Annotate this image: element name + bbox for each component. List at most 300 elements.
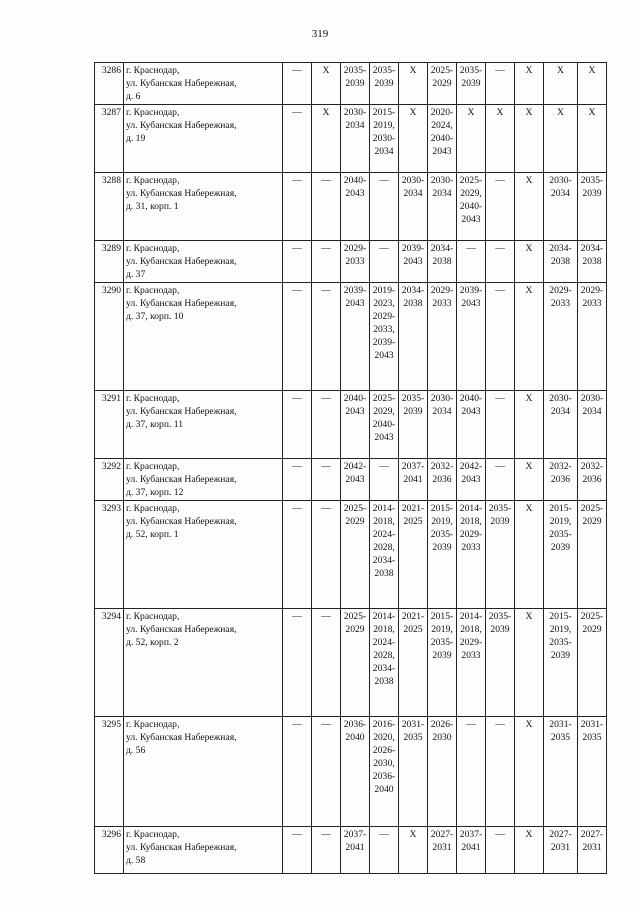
cell-line: 2015- <box>549 611 572 622</box>
cell-line: 2034 <box>403 188 423 199</box>
value-cell <box>578 173 607 241</box>
value-cell <box>370 63 399 105</box>
value-cell <box>312 241 341 283</box>
cell-line: 2029, <box>373 406 395 417</box>
cell-line: 2038 <box>374 676 394 687</box>
row-number: 3289 <box>95 241 124 283</box>
cell-line: 2039 <box>550 650 571 661</box>
cell-line: — <box>379 175 389 186</box>
address-line: д. 37 <box>126 269 146 280</box>
cell-line: 2030- <box>401 175 425 186</box>
address-line: д. 37, корп. 11 <box>126 419 184 430</box>
cell-line: 2031 <box>582 842 602 853</box>
address-line: г. Краснодар, <box>126 65 180 76</box>
cell-line: 2019, <box>431 624 453 635</box>
address-line: д. 37, корп. 10 <box>126 311 184 322</box>
cell-line: 2019, <box>549 516 572 527</box>
value-cell <box>428 501 457 609</box>
value-cell <box>399 827 428 874</box>
value-cell <box>283 717 312 827</box>
value-cell <box>544 609 578 717</box>
value-cell <box>312 609 341 717</box>
value-cell <box>341 717 370 827</box>
cell-line: 2038 <box>582 256 602 267</box>
cell-line: 2040 <box>345 732 365 743</box>
address-line: ул. Кубанская Набережная, <box>126 474 237 485</box>
value-cell <box>341 827 370 874</box>
cell-line: 2015- <box>372 107 396 118</box>
value-cell <box>515 173 544 241</box>
value-cell <box>399 609 428 717</box>
address-cell <box>124 717 283 827</box>
cell-line: 2018, <box>460 516 482 527</box>
value-cell <box>312 717 341 827</box>
cell-line: 2034- <box>372 555 396 566</box>
cell-line: 2029 <box>582 624 602 635</box>
value-cell <box>544 173 578 241</box>
address-cell <box>124 105 283 173</box>
cell-line: — <box>292 461 302 472</box>
value-cell <box>578 283 607 391</box>
cell-line: 2033, <box>373 324 395 335</box>
value-cell <box>515 241 544 283</box>
row-number: 3291 <box>95 391 124 459</box>
cell-line: 2039 <box>374 78 394 89</box>
table-row <box>95 609 607 717</box>
cell-line: 2039- <box>372 337 396 348</box>
value-cell <box>457 173 486 241</box>
value-cell <box>515 609 544 717</box>
cell-line: 2034- <box>549 243 572 254</box>
cell-line: 2036 <box>432 474 452 485</box>
value-cell <box>428 283 457 391</box>
address-cell <box>124 391 283 459</box>
cell-line: 2035 <box>550 732 571 743</box>
value-cell <box>515 391 544 459</box>
cell-line: 2043 <box>345 298 365 309</box>
value-cell <box>370 717 399 827</box>
value-cell <box>283 459 312 501</box>
value-cell <box>370 105 399 173</box>
cell-line: — <box>292 719 302 730</box>
cell-line: 2025- <box>372 393 396 404</box>
cell-line: 2015- <box>549 503 572 514</box>
cell-line: — <box>495 243 505 254</box>
data-table <box>94 62 607 874</box>
value-cell <box>370 173 399 241</box>
value-cell <box>341 63 370 105</box>
address-line: д. 58 <box>126 855 146 866</box>
cell-line: 2014- <box>459 503 483 514</box>
cell-line: 2018, <box>460 624 482 635</box>
value-cell <box>312 63 341 105</box>
value-cell <box>399 63 428 105</box>
cell-line: 2029- <box>580 285 604 296</box>
cell-line: 2034 <box>432 406 452 417</box>
cell-line: 2035- <box>488 503 512 514</box>
cell-line: — <box>292 243 302 254</box>
cell-line: 2029- <box>343 243 367 254</box>
cell-line: 2039 <box>432 650 452 661</box>
cell-line: 2025- <box>459 175 483 186</box>
value-cell <box>312 501 341 609</box>
cell-line: Х <box>525 107 533 118</box>
value-cell <box>428 105 457 173</box>
value-cell <box>399 105 428 173</box>
cell-line: 2026- <box>430 719 454 730</box>
address-line: г. Краснодар, <box>126 107 180 118</box>
cell-line: Х <box>525 461 533 472</box>
table-row <box>95 459 607 501</box>
cell-line: 2029- <box>459 529 483 540</box>
cell-line: 2025- <box>580 503 604 514</box>
address-cell <box>124 609 283 717</box>
cell-line: 2040- <box>459 393 483 404</box>
row-number: 3288 <box>95 173 124 241</box>
value-cell <box>544 827 578 874</box>
cell-line: 2035 <box>582 732 602 743</box>
address-line: г. Краснодар, <box>126 285 180 296</box>
cell-line: 2039 <box>490 624 510 635</box>
cell-line: 2043 <box>432 146 452 157</box>
cell-line: 2030- <box>343 107 367 118</box>
cell-line: 2040 <box>374 784 394 795</box>
address-line: ул. Кубанская Набережная, <box>126 516 237 527</box>
cell-line: 2038 <box>432 256 452 267</box>
cell-line: 2042- <box>459 461 483 472</box>
cell-line: 2034 <box>550 188 571 199</box>
cell-line: 2032- <box>580 461 604 472</box>
value-cell <box>544 717 578 827</box>
value-cell <box>457 609 486 717</box>
cell-line: — <box>292 175 302 186</box>
value-cell <box>544 241 578 283</box>
cell-line: 2031 <box>432 842 452 853</box>
cell-line: Х <box>525 393 533 404</box>
cell-line: 2035 <box>403 732 423 743</box>
cell-line: 2030- <box>580 393 604 404</box>
value-cell <box>341 391 370 459</box>
value-cell <box>515 717 544 827</box>
cell-line: — <box>292 503 302 514</box>
cell-line: — <box>379 461 389 472</box>
cell-line: Х <box>525 829 533 840</box>
cell-line: 2031- <box>401 719 425 730</box>
cell-line: 2039 <box>461 78 481 89</box>
value-cell <box>312 173 341 241</box>
value-cell <box>515 105 544 173</box>
value-cell <box>457 63 486 105</box>
cell-line: 2041 <box>403 474 423 485</box>
cell-line: 2037- <box>459 829 483 840</box>
cell-line: 2029 <box>345 624 365 635</box>
cell-line: Х <box>588 107 596 118</box>
cell-line: 2034- <box>580 243 604 254</box>
cell-line: 2037- <box>343 829 367 840</box>
value-cell <box>578 717 607 827</box>
cell-line: 2039 <box>550 542 571 553</box>
cell-line: 2027- <box>430 829 454 840</box>
row-number: 3296 <box>95 827 124 874</box>
cell-line: 2035- <box>372 65 396 76</box>
row-number: 3295 <box>95 717 124 827</box>
value-cell <box>399 717 428 827</box>
cell-line: Х <box>525 285 533 296</box>
cell-line: 2039- <box>459 285 483 296</box>
table-row <box>95 241 607 283</box>
cell-line: — <box>292 107 302 118</box>
cell-line: — <box>321 175 331 186</box>
cell-line: 2035- <box>430 529 454 540</box>
address-line: д. 37, корп. 12 <box>126 487 184 498</box>
cell-line: 2026- <box>372 745 396 756</box>
address-cell <box>124 173 283 241</box>
value-cell <box>486 173 515 241</box>
value-cell <box>312 459 341 501</box>
value-cell <box>428 827 457 874</box>
value-cell <box>578 63 607 105</box>
value-cell <box>515 283 544 391</box>
cell-line: 2019, <box>431 516 453 527</box>
address-line: ул. Кубанская Набережная, <box>126 78 237 89</box>
table-row <box>95 173 607 241</box>
cell-line: 2036 <box>550 474 571 485</box>
cell-line: 2039- <box>343 285 367 296</box>
cell-line: — <box>495 829 505 840</box>
cell-line: 2033 <box>461 542 481 553</box>
cell-line: 2027- <box>580 829 604 840</box>
cell-line: 2039 <box>582 188 602 199</box>
cell-line: 2035- <box>459 65 483 76</box>
value-cell <box>457 391 486 459</box>
cell-line: 2025- <box>430 65 454 76</box>
cell-line: 2043 <box>461 298 481 309</box>
address-line: ул. Кубанская Набережная, <box>126 188 237 199</box>
value-cell <box>486 717 515 827</box>
value-cell <box>486 391 515 459</box>
cell-line: 2025- <box>343 503 367 514</box>
cell-line: 2023, <box>373 298 395 309</box>
table-row <box>95 501 607 609</box>
address-line: д. 6 <box>126 91 141 102</box>
value-cell <box>515 827 544 874</box>
cell-line: 2040- <box>343 393 367 404</box>
cell-line: 2015- <box>430 611 454 622</box>
value-cell <box>544 283 578 391</box>
cell-line: 2024, <box>431 120 453 131</box>
value-cell <box>428 391 457 459</box>
value-cell <box>312 105 341 173</box>
cell-line: 2035- <box>401 393 425 404</box>
cell-line: 2036- <box>343 719 367 730</box>
address-line: д. 56 <box>126 745 146 756</box>
cell-line: 2039 <box>403 406 423 417</box>
cell-line: 2039- <box>401 243 425 254</box>
value-cell <box>486 241 515 283</box>
cell-line: 2033 <box>582 298 602 309</box>
cell-line: 2025 <box>403 624 423 635</box>
cell-line: 2042- <box>343 461 367 472</box>
cell-line: — <box>321 243 331 254</box>
value-cell <box>370 241 399 283</box>
cell-line: 2034- <box>372 663 396 674</box>
value-cell <box>486 501 515 609</box>
cell-line: — <box>495 393 505 404</box>
cell-line: 2043 <box>345 188 365 199</box>
address-line: д. 52, корп. 2 <box>126 637 179 648</box>
cell-line: 2029 <box>345 516 365 527</box>
cell-line: — <box>321 393 331 404</box>
cell-line: Х <box>525 243 533 254</box>
value-cell <box>370 827 399 874</box>
cell-line: — <box>495 285 505 296</box>
address-cell <box>124 501 283 609</box>
value-cell <box>486 609 515 717</box>
cell-line: 2018, <box>373 624 395 635</box>
cell-line: 2032- <box>549 461 572 472</box>
address-line: г. Краснодар, <box>126 611 180 622</box>
cell-line: 2033 <box>345 256 365 267</box>
row-number: 3287 <box>95 105 124 173</box>
value-cell <box>486 63 515 105</box>
table-row <box>95 63 607 105</box>
value-cell <box>399 283 428 391</box>
cell-line: 2043 <box>345 406 365 417</box>
cell-line: 2031- <box>580 719 604 730</box>
value-cell <box>312 283 341 391</box>
cell-line: 2028, <box>373 650 395 661</box>
value-cell <box>428 63 457 105</box>
address-line: г. Краснодар, <box>126 503 180 514</box>
cell-line: 2039 <box>490 516 510 527</box>
value-cell <box>544 63 578 105</box>
cell-line: 2043 <box>461 474 481 485</box>
cell-line: 2032- <box>430 461 454 472</box>
cell-line: — <box>495 461 505 472</box>
cell-line: 2029, <box>460 188 482 199</box>
address-line: г. Краснодар, <box>126 393 180 404</box>
value-cell <box>283 105 312 173</box>
value-cell <box>370 391 399 459</box>
cell-line: 2043 <box>461 214 481 225</box>
address-cell <box>124 241 283 283</box>
cell-line: 2034 <box>432 188 452 199</box>
cell-line: 2038 <box>403 298 423 309</box>
value-cell <box>283 63 312 105</box>
value-cell <box>544 459 578 501</box>
row-number: 3290 <box>95 283 124 391</box>
cell-line: Х <box>322 65 330 76</box>
cell-line: Х <box>525 175 533 186</box>
cell-line: 2043 <box>374 350 394 361</box>
cell-line: Х <box>525 611 533 622</box>
cell-line: Х <box>409 65 417 76</box>
address-line: г. Краснодар, <box>126 829 180 840</box>
address-line: ул. Кубанская Набережная, <box>126 624 237 635</box>
cell-line: 2021- <box>401 503 425 514</box>
address-line: ул. Кубанская Набережная, <box>126 298 237 309</box>
cell-line: — <box>321 285 331 296</box>
row-number: 3286 <box>95 63 124 105</box>
table-row <box>95 283 607 391</box>
cell-line: 2019, <box>549 624 572 635</box>
cell-line: 2040- <box>430 133 454 144</box>
cell-line: 2014- <box>372 503 396 514</box>
address-line: ул. Кубанская Набережная, <box>126 256 237 267</box>
address-cell <box>124 63 283 105</box>
value-cell <box>283 241 312 283</box>
cell-line: — <box>321 611 331 622</box>
value-cell <box>428 459 457 501</box>
cell-line: 2034 <box>345 120 365 131</box>
value-cell <box>457 459 486 501</box>
cell-line: Х <box>525 503 533 514</box>
cell-line: 2024- <box>372 529 396 540</box>
cell-line: 2040- <box>459 201 483 212</box>
value-cell <box>486 105 515 173</box>
cell-line: — <box>379 829 389 840</box>
value-cell <box>370 501 399 609</box>
cell-line: 2043 <box>374 432 394 443</box>
cell-line: — <box>292 285 302 296</box>
address-cell <box>124 827 283 874</box>
value-cell <box>578 501 607 609</box>
cell-line: — <box>321 719 331 730</box>
cell-line: Х <box>496 107 504 118</box>
address-line: г. Краснодар, <box>126 175 180 186</box>
cell-line: 2040- <box>372 419 396 430</box>
value-cell <box>457 241 486 283</box>
cell-line: — <box>495 175 505 186</box>
value-cell <box>341 241 370 283</box>
address-line: ул. Кубанская Набережная, <box>126 120 237 131</box>
value-cell <box>399 459 428 501</box>
cell-line: — <box>321 503 331 514</box>
cell-line: 2020, <box>373 732 395 743</box>
value-cell <box>578 827 607 874</box>
cell-line: 2041 <box>345 842 365 853</box>
value-cell <box>544 105 578 173</box>
cell-line: 2027- <box>549 829 572 840</box>
value-cell <box>399 391 428 459</box>
cell-line: 2039 <box>345 78 365 89</box>
cell-line: 2018, <box>373 516 395 527</box>
table-row <box>95 391 607 459</box>
table-row <box>95 105 607 173</box>
cell-line: 2039 <box>432 542 452 553</box>
row-number: 3293 <box>95 501 124 609</box>
page-number: 319 <box>311 28 329 40</box>
cell-line: 2036- <box>372 771 396 782</box>
cell-line: 2038 <box>550 256 571 267</box>
cell-line: — <box>495 65 505 76</box>
value-cell <box>457 105 486 173</box>
value-cell <box>283 501 312 609</box>
value-cell <box>283 173 312 241</box>
cell-line: Х <box>322 107 330 118</box>
cell-line: 2035- <box>488 611 512 622</box>
cell-line: 2024- <box>372 637 396 648</box>
cell-line: — <box>495 719 505 730</box>
cell-line: 2020- <box>430 107 454 118</box>
value-cell <box>578 609 607 717</box>
cell-line: — <box>379 243 389 254</box>
value-cell <box>428 609 457 717</box>
cell-line: 2034- <box>401 285 425 296</box>
cell-line: Х <box>525 65 533 76</box>
value-cell <box>457 827 486 874</box>
value-cell <box>341 609 370 717</box>
